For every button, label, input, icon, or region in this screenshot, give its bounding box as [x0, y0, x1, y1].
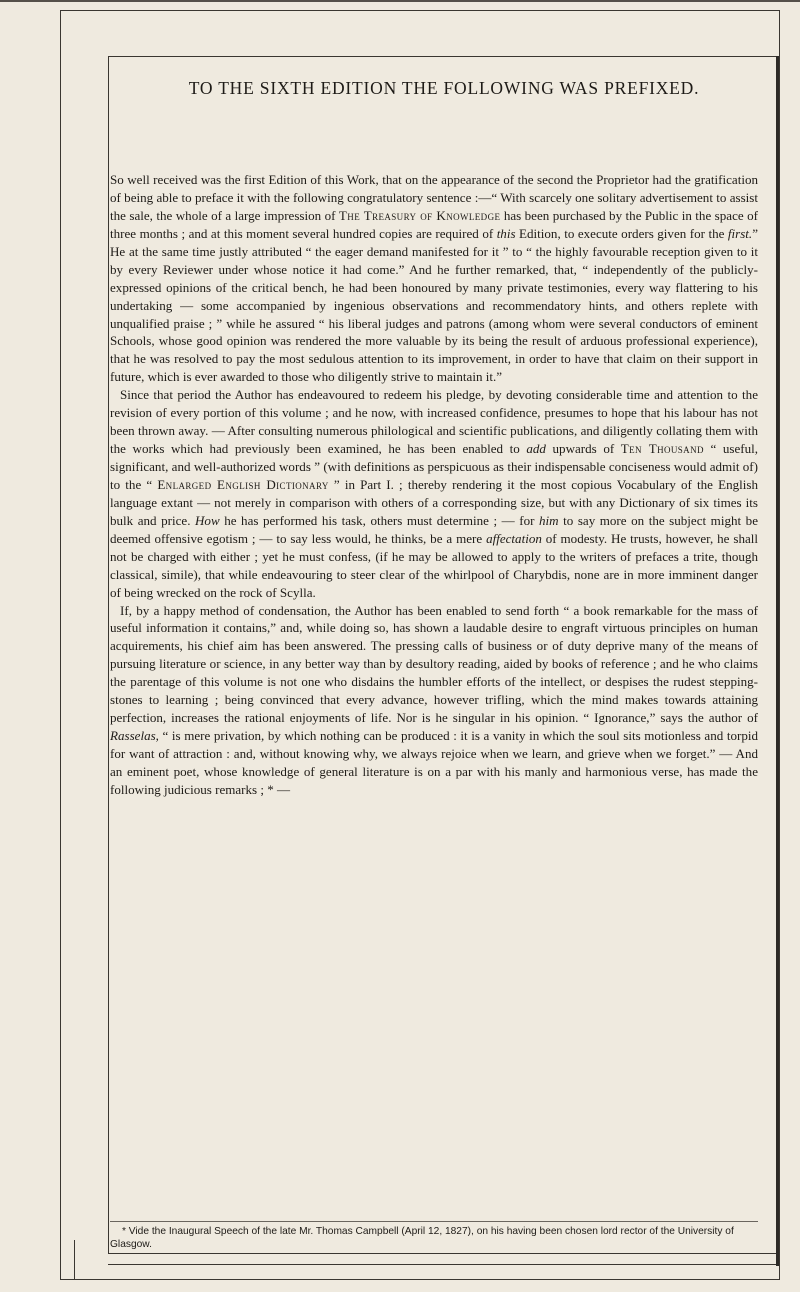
left-frame-tick — [74, 1240, 75, 1280]
text-run: he has performed his task, others must determine ; — for — [219, 512, 540, 528]
text-run: of modesty. He trusts, however, he shall not be charged with either ; yet he must confess, (if he may be allowed to apply to the writers of prefaces a trite, though classical, simile), that while endeavouring to steer clear of the whirlpool of Charybdis, none are in more imminent danger of being wrecked on the rock of Scylla. — [110, 530, 759, 600]
italic-emphasis: affectation — [486, 530, 542, 546]
page-heading: TO THE SIXTH EDITION THE FOLLOWING WAS PREFIXED. — [188, 78, 700, 98]
book-title-small-caps: The Treasury of Knowledge — [338, 207, 501, 223]
italic-emphasis: Rasselas, — [110, 728, 159, 744]
italic-emphasis: How — [195, 512, 220, 528]
paragraph-3 — [110, 602, 758, 799]
paragraph-1 — [110, 171, 758, 386]
top-edge-line — [0, 0, 800, 2]
preface-body — [110, 171, 758, 799]
footnote: * Vide the Inaugural Speech of the late Mr. Thomas Campbell (April 12, 1827), on his having been chosen lord rector of the University of Glasgow. — [110, 1226, 734, 1250]
paragraph-2 — [110, 386, 758, 601]
italic-emphasis: add — [526, 441, 546, 457]
text-run: has been purchased by the Public in the space of three months ; and at this moment several hundred copies are required of — [110, 207, 758, 241]
text-run: ” in Part I. ; thereby rendering it the most copious Vocabulary of the English language extant — not merely in comparison with others of a corresponding size, but with any Dictionary of six times its bulk and price. — [110, 476, 758, 528]
italic-emphasis: first. — [727, 225, 753, 241]
italic-emphasis: him — [539, 512, 559, 528]
heading-block — [110, 78, 770, 99]
text-run: So well received was the first Edition of this Work, that on the appearance of the second the Proprietor had the gratification of being able to preface it with the following congratulatory sentence :—“ With scarcely one solitary advertisement to assist the sale, the whole of a large impression of — [110, 172, 758, 223]
text-run: Edition, to execute orders given for the — [515, 225, 728, 241]
small-caps-phrase: Ten Thousand — [620, 441, 704, 457]
footnote-rule — [110, 1221, 758, 1222]
text-run: upwards of — [545, 441, 621, 457]
text-run: ” He at the same time justly attributed “ the eager demand manifested for it ” to “ the highly favourable reception given to it by every Reviewer under whose notice it had come.” And he further remarked, that, “ independently of the publicly-expressed opinions of the critical bench, he had been honoured by many private testimonies, every way flattering to his undertaking — some accompanied by ingenious observations and recommendatory hints, and others replete with unqualified praise ; ” while he assured “ his liberal judges and patrons (among whom were several conductors of eminent Schools, whose good opinion was rendered the more valuable by its being the result of arduous professional experience), that he was resolved to pay the most sedulous attention to its improvement, in order to have that claim on their support in future, which is ever awarded to those who diligently strive to maintain it.” — [110, 225, 758, 385]
text-run: Since that period the Author has endeavoured to redeem his pledge, by devoting considerable time and attention to the revision of every portion of this volume ; and he now, with increased confidence, presumes to hope that his labour has not been thrown away. — After consulting numerous philological and scientific publications, and diligently collating them with the works which had previously been examined, he has been enabled to — [110, 387, 758, 457]
text-run: “ is mere privation, by which nothing can be produced : it is a vanity in which the soul sits motionless and torpid for want of attraction : and, without knowing why, we always rejoice when we learn, and grieve when we forget.” — And an eminent poet, whose knowledge of general literature is on a par with his manly and harmonious verse, has made the following judicious remarks ; * — — [110, 728, 758, 797]
dictionary-title-small-caps: Enlarged English Dictionary — [157, 476, 329, 492]
text-run: to say more on the subject might be deemed offensive egotism ; — to say less would, he thinks, be a mere — [110, 512, 758, 546]
italic-emphasis: this — [496, 225, 516, 241]
text-run: If, by a happy method of condensation, the Author has been enabled to send forth “ a book remarkable for the mass of useful information it contains,” and, while doing so, has shown a laudable desire to engraft virtuous principles on human acquirements, his chief aim has been answered. The pressing calls of business or of duty deprive many of the means of pursuing literature or science, in any better way than by desultory reading, aided by books of reference ; and he who claims the parentage of this volume is not one who disdains the humbler efforts of the intellect, or despises the rudest stepping-stones to learning ; being convinced that every advance, however trifling, which the mind makes towards attaining perfection, increases the rational enjoyments of life. Nor is he singular in his opinion. “ Ignorance,” says the author of — [110, 602, 758, 726]
right-frame-bar — [776, 56, 779, 1266]
text-run: “ useful, significant, and well-authorized words ” (with definitions as perspicuous as their indispensable conciseness would admit of) to the “ — [110, 441, 758, 492]
lower-frame-line — [108, 1264, 776, 1265]
